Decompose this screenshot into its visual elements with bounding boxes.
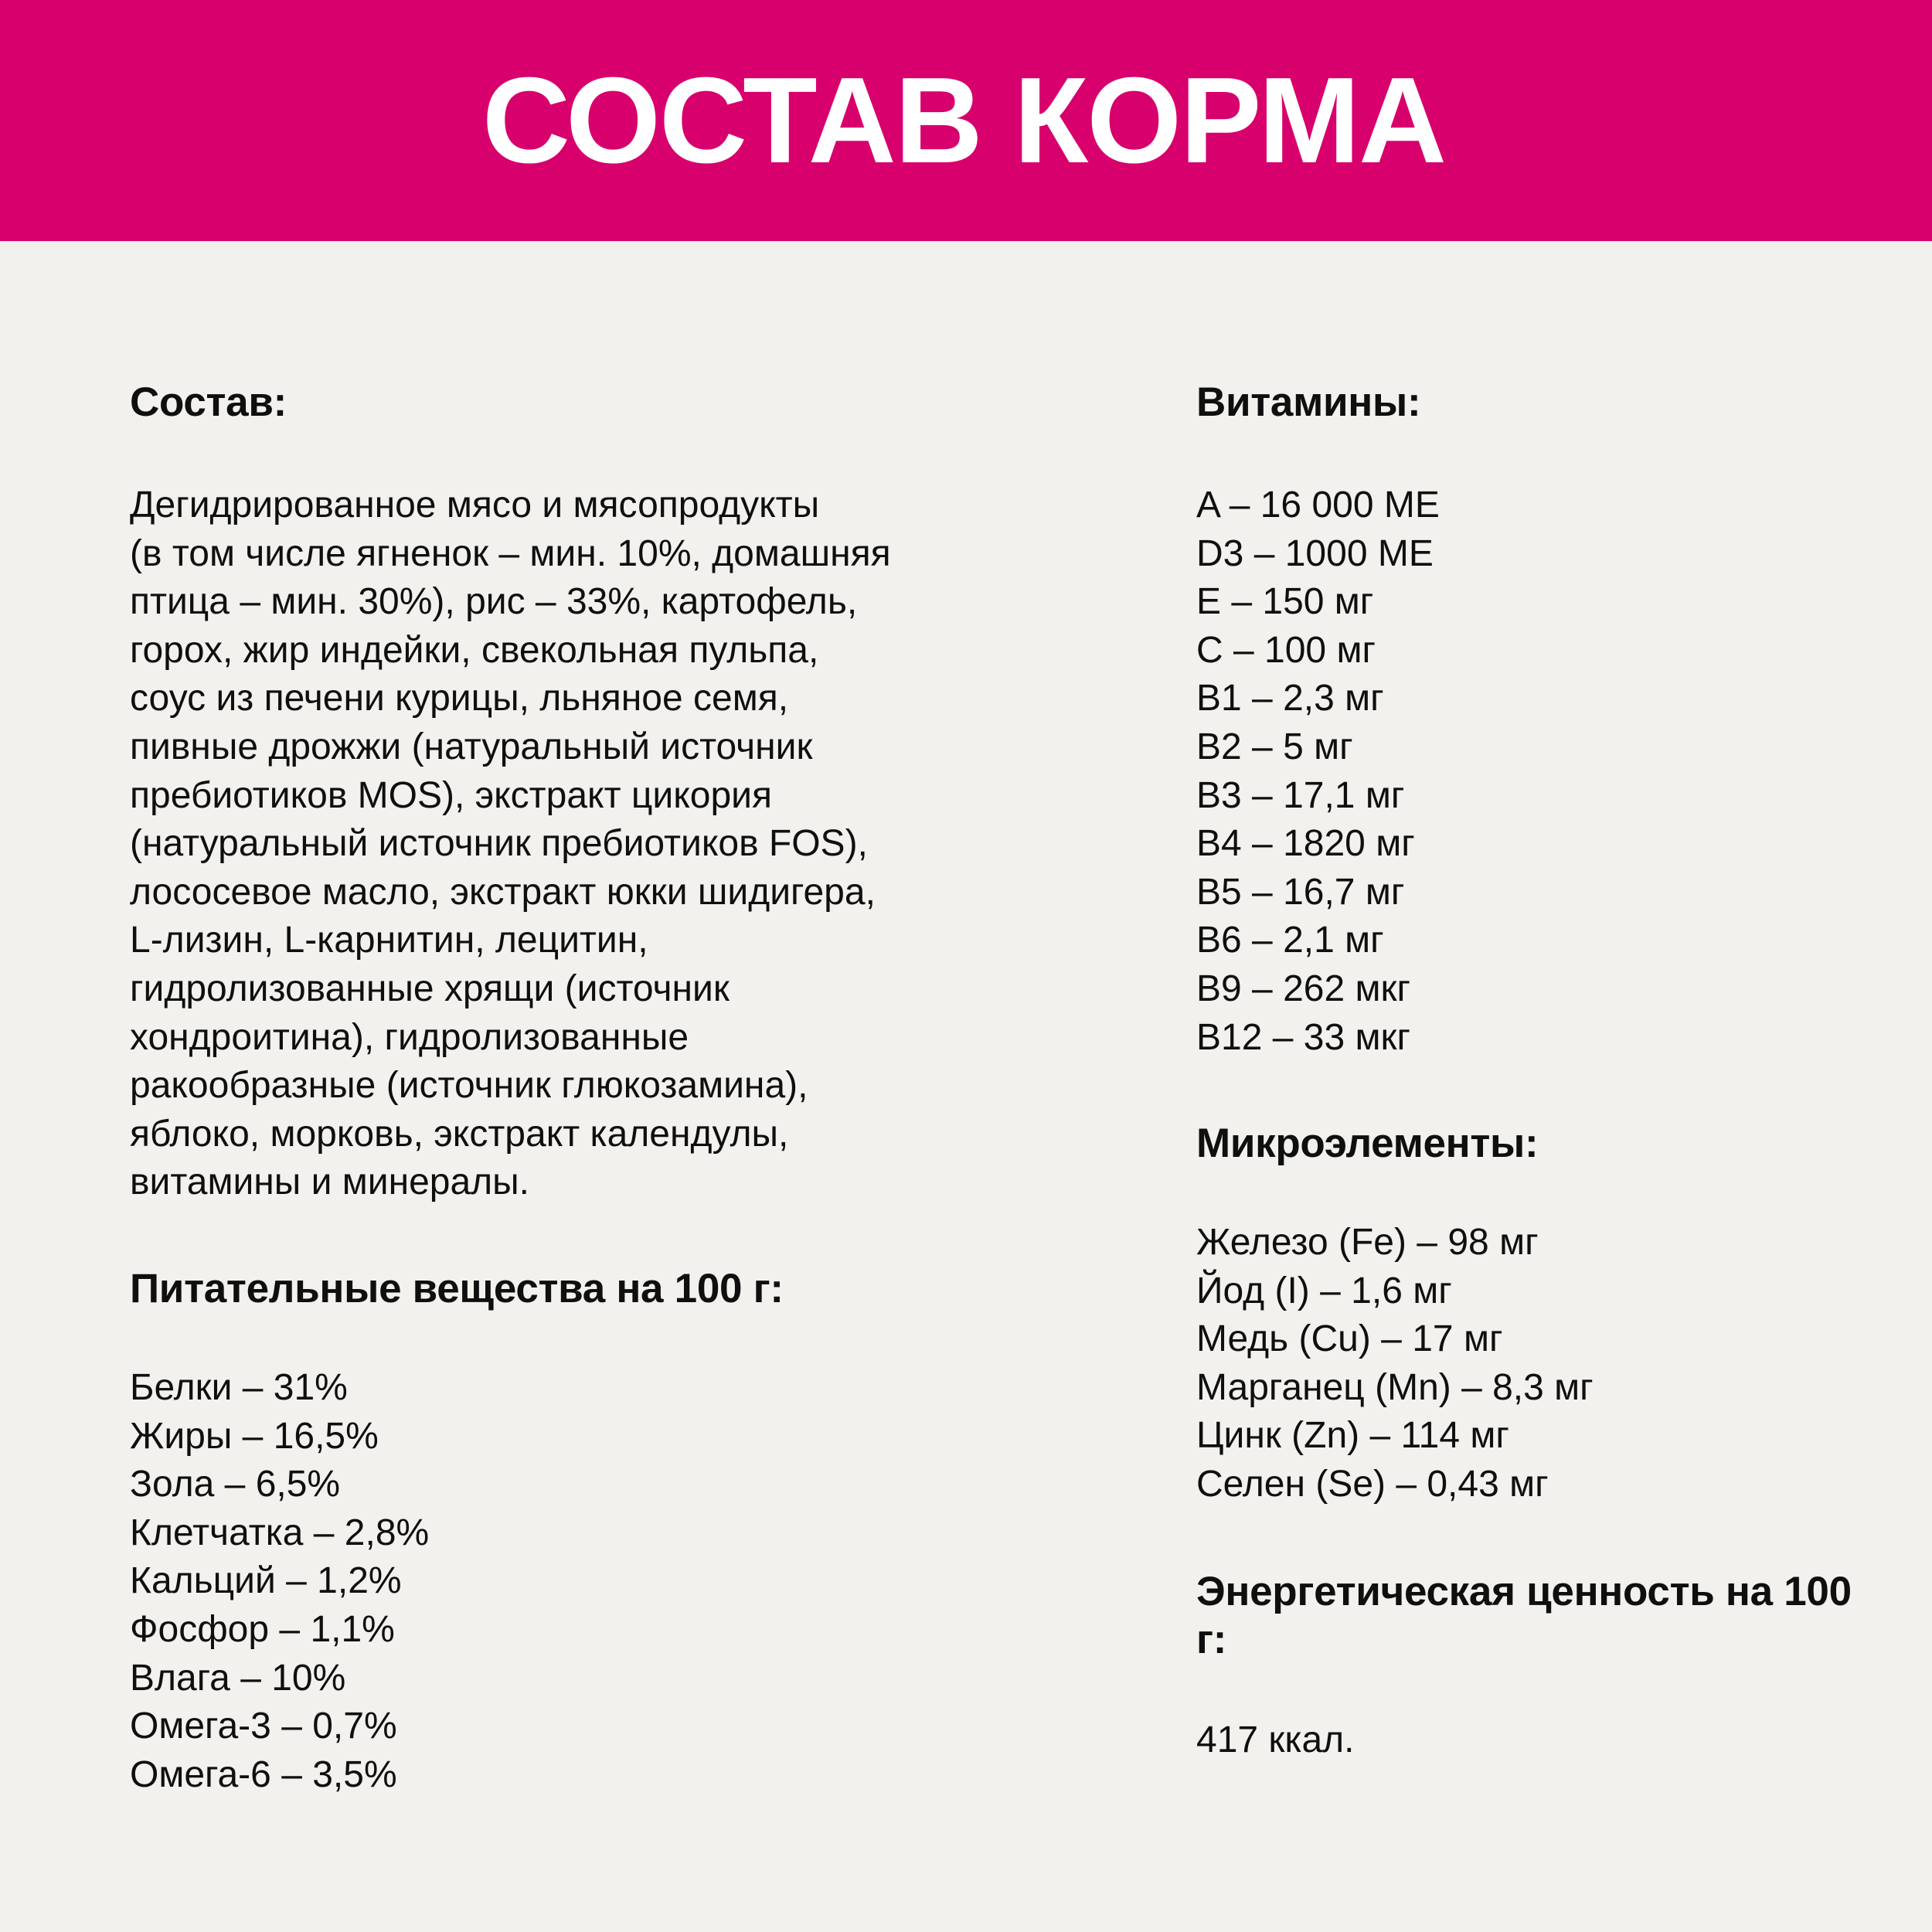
composition-line: L-лизин, L-карнитин, лецитин, bbox=[130, 920, 648, 961]
vitamin-item: B9 – 262 мкг bbox=[1196, 968, 1411, 1009]
composition-line: хондроитина), гидролизованные bbox=[130, 1016, 689, 1058]
composition-line: витамины и минералы. bbox=[130, 1162, 530, 1203]
nutrients-heading: Питательные вещества на 100 г: bbox=[130, 1266, 784, 1311]
vitamin-item: B6 – 2,1 мг bbox=[1196, 920, 1384, 961]
composition-text bbox=[130, 481, 891, 1207]
composition-line: пивные дрожжи (натуральный источник bbox=[130, 726, 813, 767]
vitamin-item: B4 – 1820 мг bbox=[1196, 823, 1415, 865]
nutrient-item: Клетчатка – 2,8% bbox=[130, 1512, 430, 1553]
microelements-list bbox=[1196, 1219, 1594, 1509]
vitamin-item: E – 150 мг bbox=[1196, 581, 1374, 623]
composition-line: ракообразные (источник глюкозамина), bbox=[130, 1065, 808, 1107]
nutrient-item: Влага – 10% bbox=[130, 1657, 346, 1699]
composition-heading: Состав: bbox=[130, 379, 287, 425]
microelements-heading: Микроэлементы: bbox=[1196, 1121, 1539, 1166]
nutrient-item: Зола – 6,5% bbox=[130, 1464, 341, 1505]
nutrient-item: Белки – 31% bbox=[130, 1367, 348, 1408]
vitamin-item: B2 – 5 мг bbox=[1196, 726, 1353, 767]
microelement-item: Цинк (Zn) – 114 мг bbox=[1196, 1415, 1509, 1457]
energy-value: 417 ккал. bbox=[1196, 1719, 1355, 1760]
nutrient-item: Кальций – 1,2% bbox=[130, 1560, 402, 1602]
microelement-item: Железо (Fe) – 98 мг bbox=[1196, 1222, 1539, 1263]
vitamins-heading: Витамины: bbox=[1196, 379, 1421, 425]
microelement-item: Марганец (Mn) – 8,3 мг bbox=[1196, 1366, 1594, 1408]
energy-heading: Энергетическая ценность на 100 г: bbox=[1196, 1569, 1852, 1662]
composition-line: соус из печени курицы, льняное семя, bbox=[130, 678, 789, 719]
vitamins-list bbox=[1196, 481, 1440, 1062]
microelement-item: Селен (Se) – 0,43 мг bbox=[1196, 1463, 1549, 1505]
nutrient-item: Фосфор – 1,1% bbox=[130, 1608, 395, 1650]
composition-line: пребиотиков MOS), экстракт цикория bbox=[130, 774, 772, 816]
composition-line: горох, жир индейки, свекольная пульпа, bbox=[130, 629, 819, 671]
vitamin-item: D3 – 1000 МЕ bbox=[1196, 532, 1434, 574]
vitamin-item: B1 – 2,3 мг bbox=[1196, 678, 1384, 719]
composition-line: гидролизованные хрящи (источник bbox=[130, 968, 730, 1009]
nutrient-item: Омега-6 – 3,5% bbox=[130, 1753, 397, 1795]
composition-line: (натуральный источник пребиотиков FOS), bbox=[130, 823, 868, 865]
composition-line: птица – мин. 30%), рис – 33%, картофель, bbox=[130, 581, 858, 623]
nutrient-item: Омега-3 – 0,7% bbox=[130, 1706, 397, 1747]
microelement-item: Йод (I) – 1,6 мг bbox=[1196, 1270, 1452, 1311]
vitamin-item: B5 – 16,7 мг bbox=[1196, 871, 1405, 913]
composition-line: лососевое масло, экстракт юкки шидигера, bbox=[130, 871, 876, 913]
nutrients-list bbox=[130, 1364, 429, 1799]
nutrient-item: Жиры – 16,5% bbox=[130, 1415, 379, 1457]
title-banner bbox=[0, 0, 1932, 241]
composition-line: Дегидрированное мясо и мясопродукты bbox=[130, 485, 820, 526]
vitamin-item: B12 – 33 мкг bbox=[1196, 1016, 1411, 1058]
vitamin-item: B3 – 17,1 мг bbox=[1196, 774, 1405, 816]
microelement-item: Медь (Cu) – 17 мг bbox=[1196, 1318, 1503, 1360]
vitamin-item: C – 100 мг bbox=[1196, 629, 1376, 671]
page-title: СОСТАВ КОРМА bbox=[481, 53, 1446, 189]
composition-line: яблоко, морковь, экстракт календулы, bbox=[130, 1113, 789, 1155]
composition-line: (в том числе ягненок – мин. 10%, домашняя bbox=[130, 532, 891, 574]
vitamin-item: A – 16 000 МЕ bbox=[1196, 485, 1440, 526]
